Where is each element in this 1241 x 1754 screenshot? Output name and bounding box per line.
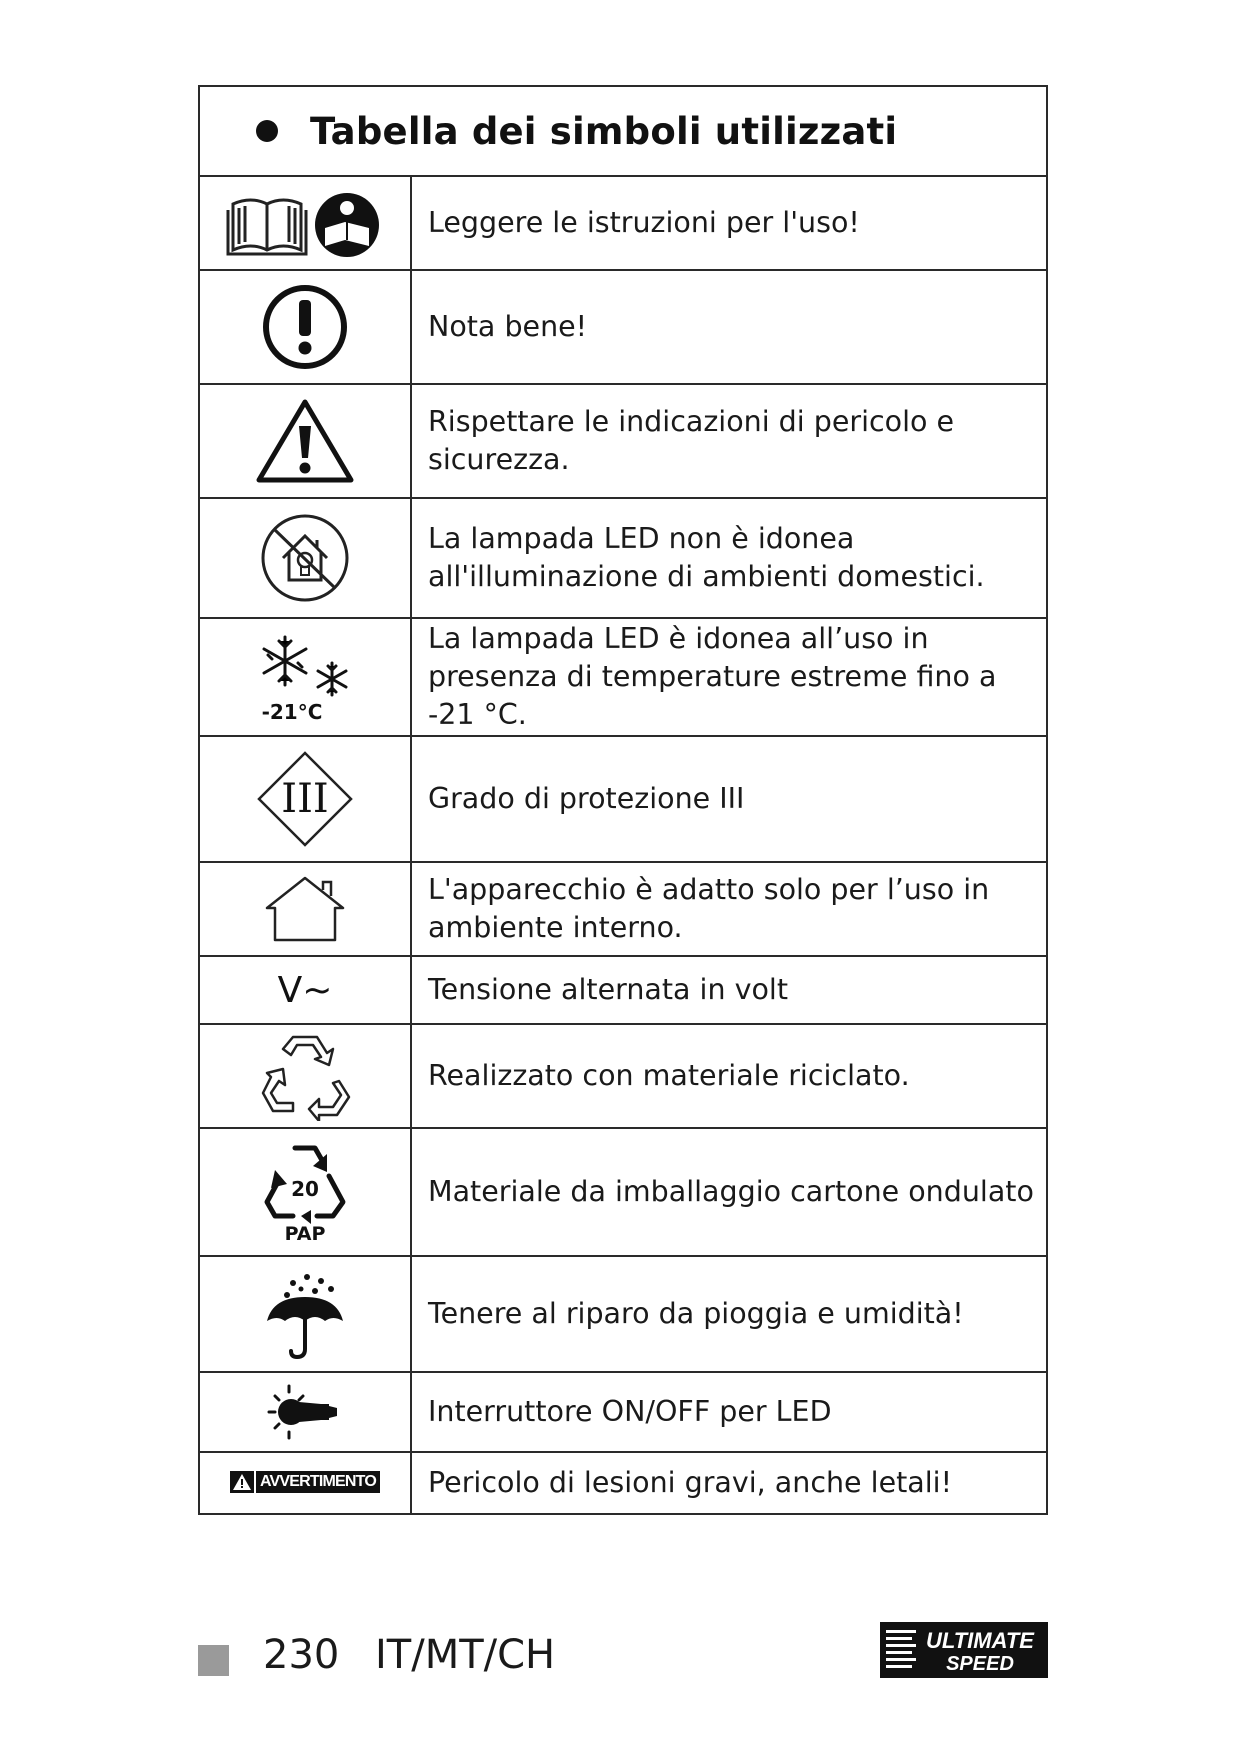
table-cell-text: Leggere le istruzioni per l'uso! bbox=[411, 176, 1047, 270]
table-row bbox=[199, 1372, 1047, 1452]
snowflake-icon bbox=[250, 629, 360, 725]
exclamation-circle-icon bbox=[260, 282, 350, 372]
read-manual-icon bbox=[225, 188, 385, 258]
table-cell-text: Tenere al riparo da pioggia e umidità! bbox=[411, 1256, 1047, 1372]
warning-badge-icon bbox=[230, 1470, 380, 1494]
table-cell-text: La lampada LED è idonea all’uso in presenza di temperature estreme fino a -21 °C. bbox=[411, 618, 1047, 736]
table-cell-text: Interruttore ON/OFF per LED bbox=[411, 1372, 1047, 1452]
table-cell-text: Grado di protezione III bbox=[411, 736, 1047, 862]
table-row bbox=[199, 176, 1047, 270]
snowflake-temperature-label: -21°C bbox=[261, 700, 323, 724]
table-cell-text: Tensione alternata in volt bbox=[411, 956, 1047, 1024]
table-cell-text: Rispettare le indicazioni di pericolo e sicurezza. bbox=[411, 384, 1047, 498]
warning-badge-triangle-icon bbox=[230, 1471, 254, 1493]
logo-line2: SPEED bbox=[946, 1653, 1014, 1675]
recycling-code-label: 20 bbox=[291, 1177, 319, 1201]
page-title: Tabella dei simboli utilizzati bbox=[310, 109, 898, 153]
locale-code: IT/MT/CH bbox=[375, 1632, 556, 1678]
warning-triangle-icon bbox=[253, 396, 357, 486]
protection-class-iii-icon bbox=[255, 749, 355, 849]
recycling-pap-icon bbox=[257, 1140, 353, 1244]
table-row bbox=[199, 1128, 1047, 1256]
table-row bbox=[199, 1024, 1047, 1128]
table-cell-text: L'apparecchio è adatto solo per l’uso in ambiente interno. bbox=[411, 862, 1047, 956]
table-cell-text: Nota bene! bbox=[411, 270, 1047, 384]
recycling-material-label: PAP bbox=[284, 1223, 326, 1244]
table-row bbox=[199, 736, 1047, 862]
table-row bbox=[199, 498, 1047, 618]
footer-marker bbox=[198, 1645, 229, 1676]
logo-line1: ULTIMATE bbox=[926, 1628, 1034, 1653]
table-row bbox=[199, 956, 1047, 1024]
led-switch-icon bbox=[267, 1382, 343, 1442]
recycled-material-icon bbox=[257, 1031, 353, 1121]
ac-voltage-icon: V~ bbox=[277, 969, 333, 1011]
table-cell-text: Realizzato con materiale riciclato. bbox=[411, 1024, 1047, 1128]
table-cell-text: La lampada LED non è idonea all'illuminazione di ambienti domestici. bbox=[411, 498, 1047, 618]
table-cell-text: Pericolo di lesioni gravi, anche letali! bbox=[411, 1452, 1047, 1514]
warning-badge-label: AVVERTIMENTO bbox=[256, 1471, 380, 1493]
protection-class-label: III bbox=[281, 776, 329, 822]
table-row bbox=[199, 862, 1047, 956]
ultimate-speed-logo bbox=[880, 1622, 1048, 1678]
table-row bbox=[199, 270, 1047, 384]
no-household-lamp-icon bbox=[257, 510, 353, 606]
table-cell-text: Materiale da imballaggio cartone ondulato bbox=[411, 1128, 1047, 1256]
table-row bbox=[199, 1452, 1047, 1514]
indoor-house-icon bbox=[263, 874, 347, 944]
table-row bbox=[199, 618, 1047, 736]
table-title-row bbox=[199, 86, 1047, 176]
umbrella-rain-icon bbox=[263, 1269, 347, 1359]
page-number: 230 bbox=[263, 1632, 340, 1678]
symbol-table bbox=[198, 85, 1048, 1515]
table-row bbox=[199, 1256, 1047, 1372]
table-row bbox=[199, 384, 1047, 498]
bullet-icon bbox=[256, 120, 278, 142]
